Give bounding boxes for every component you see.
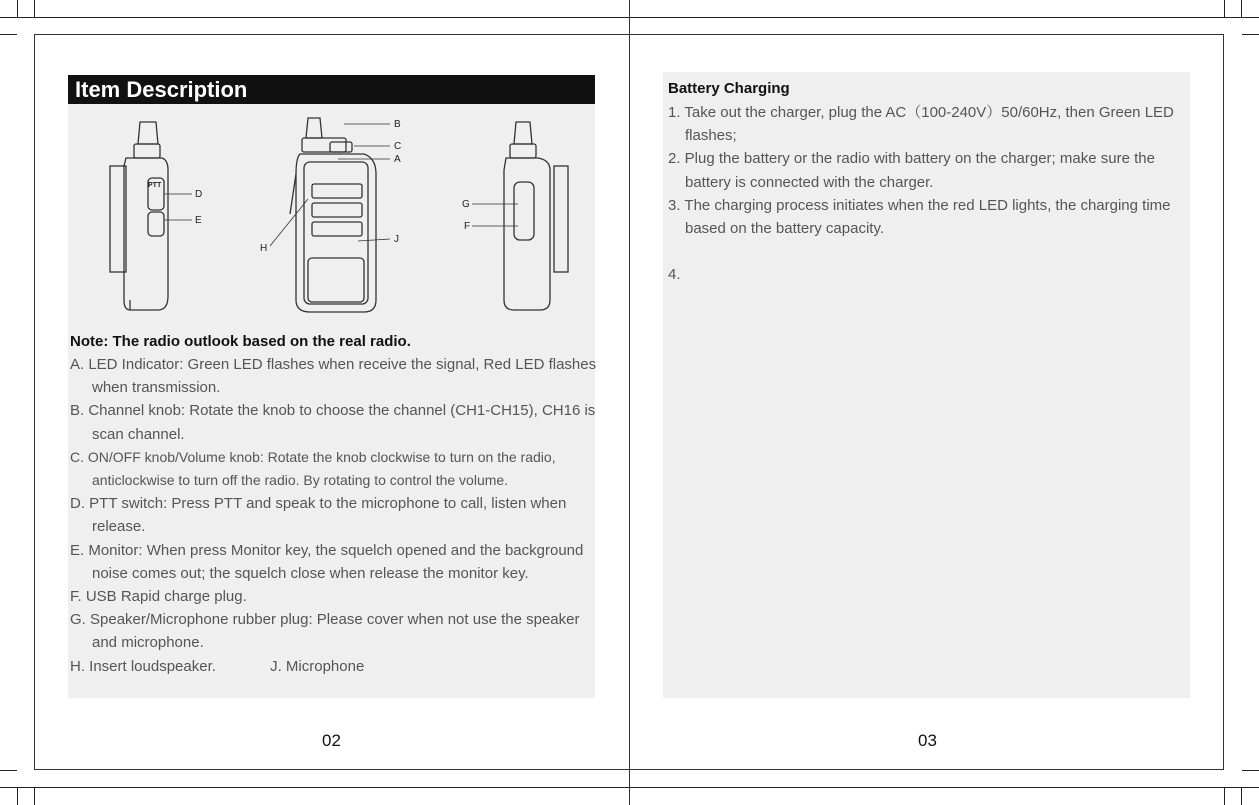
crop-mark: [34, 787, 35, 805]
radio-outlook-note: Note: The radio outlook based on the real radio.: [70, 333, 411, 350]
item-e-monitor: E. Monitor: When press Monitor key, the squelch opened and the background noise comes out; the squelch close when release the monitor key.: [70, 541, 584, 582]
page-divider: [629, 0, 630, 805]
battery-charging-title: Battery Charging: [668, 80, 790, 97]
item-h-loudspeaker: H. Insert loudspeaker.: [70, 657, 216, 675]
crop-mark: [1242, 34, 1259, 35]
crop-mark: [1242, 770, 1259, 771]
label-f: F: [464, 221, 471, 232]
section-title: Item Description: [68, 75, 595, 104]
label-g: G: [462, 199, 470, 210]
radio-side-left: [110, 122, 168, 310]
item-j-microphone: J. Microphone: [270, 657, 365, 675]
item-b-channel-knob: B. Channel knob: Rotate the knob to choose the channel (CH1-CH15), CH16 is scan channel.: [70, 402, 596, 443]
radio-illustration: [68, 104, 595, 329]
item-d-ptt-switch: D. PTT switch: Press PTT and speak to the microphone to call, listen when release.: [70, 495, 567, 536]
label-b: B: [394, 119, 401, 130]
charging-step-3: 3. The charging process initiates when the red LED lights, the charging time based on the battery capacity.: [668, 196, 1171, 238]
page-number-right: 03: [918, 731, 937, 750]
label-c: C: [394, 141, 402, 152]
item-a-led-indicator: A. LED Indicator: Green LED flashes when receive the signal, Red LED flashes when transmission.: [70, 356, 597, 397]
crop-mark: [1224, 0, 1225, 18]
crop-mark: [34, 0, 35, 18]
charging-step-2: 2. Plug the battery or the radio with battery on the charger; make sure the battery is connected with the charger.: [668, 150, 1155, 191]
item-g-rubber-plug: G. Speaker/Microphone rubber plug: Please cover when not use the speaker and microphone.: [70, 611, 580, 652]
crop-mark: [17, 0, 18, 17]
crop-mark: [0, 770, 17, 771]
label-h: H: [260, 243, 268, 254]
radio-front: [290, 118, 376, 312]
crop-mark: [1241, 787, 1242, 805]
radio-diagram: [68, 104, 595, 329]
crop-mark: [1224, 787, 1225, 805]
label-d: D: [195, 189, 203, 200]
radio-side-right: [504, 122, 568, 310]
crop-mark: [17, 787, 18, 805]
label-j: J: [394, 234, 399, 245]
ptt-key-label: PTT: [148, 182, 162, 189]
item-f-usb-plug: F. USB Rapid charge plug.: [70, 588, 247, 606]
item-h-j-row: [70, 655, 600, 678]
label-a: A: [394, 154, 401, 165]
charging-step-4: 4.: [668, 266, 681, 284]
page-number-left: 02: [322, 731, 341, 750]
label-e: E: [195, 215, 202, 226]
item-c-power-volume-knob: C. ON/OFF knob/Volume knob: Rotate the knob clockwise to turn on the radio, anticlockwise to turn off the radio. By rotating to control the volume.: [70, 448, 556, 489]
battery-charging-steps: [668, 101, 1188, 286]
item-description-list: [70, 353, 600, 678]
charging-step-1: 1. Take out the charger, plug the AC（100-240V）50/60Hz, then Green LED flashes;: [668, 104, 1174, 145]
crop-mark: [0, 34, 17, 35]
spacer: [668, 240, 1188, 263]
crop-mark: [1241, 0, 1242, 17]
